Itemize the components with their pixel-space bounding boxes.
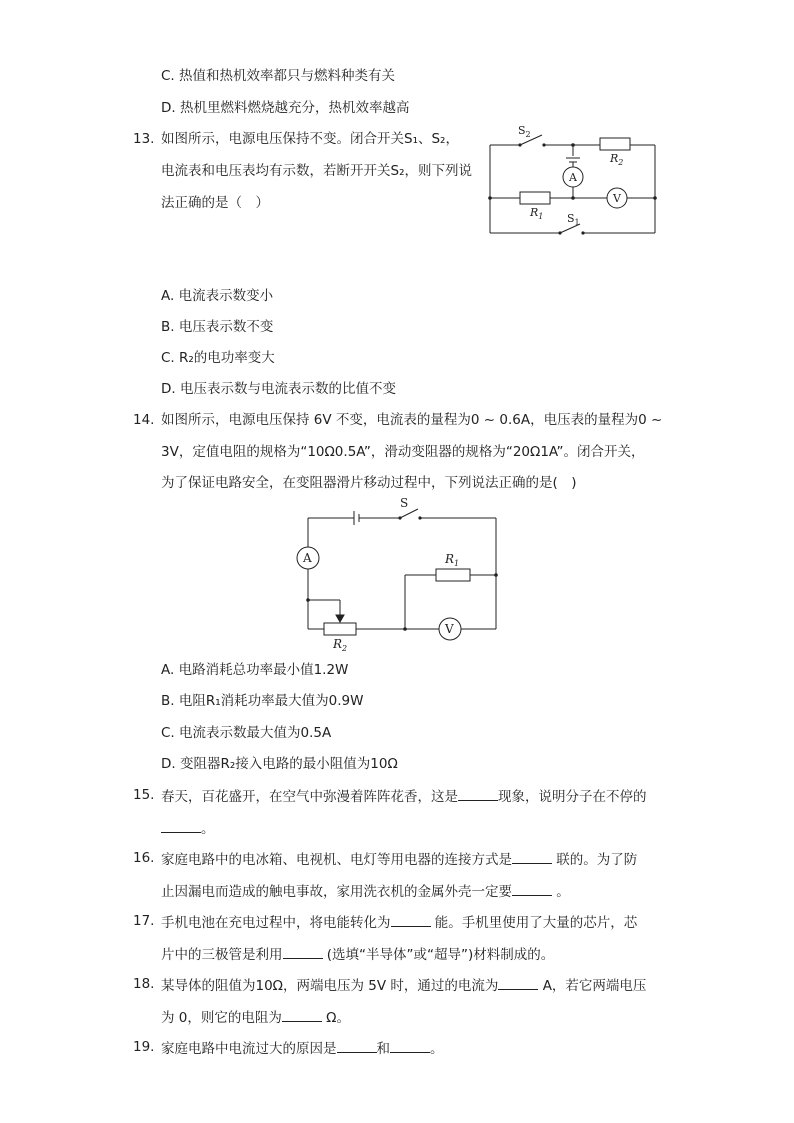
q16-line2 [161,881,570,901]
q13-number: 13. [133,131,155,147]
q16-number: 16. [133,850,155,866]
q13-option-c: C. R₂的电功率变大 [161,350,275,366]
q17-line2 [161,944,554,964]
q17-text-a: 手机电池在充电过程中，将电能转化为 [161,915,391,931]
q13-label-s2: $S_2$ [518,124,531,139]
q14-number: 14. [133,412,155,428]
q12-option-c: C. 热值和热机效率都只与燃料种类有关 [161,68,396,84]
q12-option-d: D. 热机里燃料燃烧越充分，热机效率越高 [161,100,410,116]
q17-blank-2[interactable] [283,944,323,959]
q14-option-c: C. 电流表示数最大值为0.5A [161,725,332,741]
q13-stem-line3: 法正确的是（ ） [161,195,269,211]
q13-label-r2: $R_2$ [610,152,624,167]
q17-text-c: 片中的三极管是利用 [161,947,283,963]
q14-stem-line2: 3V，定值电阻的规格为“10Ω0.5A”，滑动变阻器的规格为“20Ω1A”。闭合开关， [161,444,645,460]
q16-blank-1[interactable] [512,849,552,864]
q17-line1 [161,912,637,932]
q18-blank-1[interactable] [498,975,538,990]
q13-stem-line2: 电流表和电压表均有示数，若断开开关S₂，则下列说 [161,163,472,179]
q15-text-c: 。 [201,821,215,837]
q15-line1 [161,786,647,806]
q18-line1 [161,975,646,995]
q16-text-c: 止因漏电而造成的触电事故，家用洗衣机的金属外壳一定要 [161,884,512,900]
q15-number: 15. [133,787,155,803]
q13-ammeter-label: A [569,171,577,184]
q13-label-r1: $R_1$ [530,206,544,221]
q13-voltmeter-label: V [613,192,621,205]
q13-stem-line1: 如图所示，电源电压保持不变。闭合开关S₁、S₂， [161,131,459,147]
q15-text-b: 现象，说明分子在不停的 [498,789,647,805]
q15-blank-2[interactable] [161,818,201,833]
q14-label-r1: $R_1$ [445,552,460,568]
q15-line2 [161,818,215,838]
q16-text-b: 联的。为了防 [552,852,638,868]
q18-text-a: 某导体的阻值为10Ω，两端电压为 5V 时，通过的电流为 [161,978,499,994]
q14-stem-line3: 为了保证电路安全，在变阻器滑片移动过程中，下列说法正确的是( ) [161,475,577,491]
q14-ammeter-label: A [303,551,312,565]
q17-text-b: 能。手机里使用了大量的芯片，芯 [430,915,638,931]
q19-text-a: 家庭电路中电流过大的原因是 [161,1041,337,1057]
q16-text-d: 。 [552,884,570,900]
q19-blank-1[interactable] [337,1038,377,1053]
q14-label-r2: $R_2$ [333,637,348,653]
q14-option-b: B. 电阻R₁消耗功率最大值为0.9W [161,693,364,709]
q14-circuit-diagram [290,495,510,655]
q19-number: 19. [133,1039,155,1055]
q13-label-s1: $S_1$ [567,212,580,227]
q19-blank-2[interactable] [390,1038,430,1053]
q17-text-d: (选填“半导体”或“超导”)材料制成的。 [322,947,555,963]
q18-number: 18. [133,976,155,992]
q13-option-b: B. 电压表示数不变 [161,319,274,335]
q18-line2 [161,1007,350,1027]
q16-blank-2[interactable] [512,881,552,896]
q18-text-d: Ω。 [321,1010,350,1026]
q14-option-a: A. 电路消耗总功率最小值1.2W [161,662,349,678]
q15-text-a: 春天，百花盛开，在空气中弥漫着阵阵花香，这是 [161,789,458,805]
q14-voltmeter-label: V [445,622,454,636]
q17-number: 17. [133,913,155,929]
q13-circuit-diagram [480,118,670,242]
q19-line1 [161,1038,444,1058]
q13-option-a: A. 电流表示数变小 [161,288,274,304]
q14-option-d: D. 变阻器R₂接入电路的最小阻值为10Ω [161,756,398,772]
q19-text-b: 和 [376,1041,390,1057]
q16-text-a: 家庭电路中的电冰箱、电视机、电灯等用电器的连接方式是 [161,852,512,868]
q14-stem-line1: 如图所示，电源电压保持 6V 不变，电流表的量程为0 ~ 0.6A，电压表的量程为0 ~ [161,412,663,428]
q13-option-d: D. 电压表示数与电流表示数的比值不变 [161,381,396,397]
q18-text-c: 为 0，则它的电阻为 [161,1010,282,1026]
q19-text-c: 。 [430,1041,444,1057]
q15-blank-1[interactable] [458,786,498,801]
q17-blank-1[interactable] [391,912,431,927]
q18-blank-2[interactable] [282,1007,322,1022]
q18-text-b: A，若它两端电压 [538,978,647,994]
q16-line1 [161,849,637,869]
q14-label-s: S [400,496,409,510]
